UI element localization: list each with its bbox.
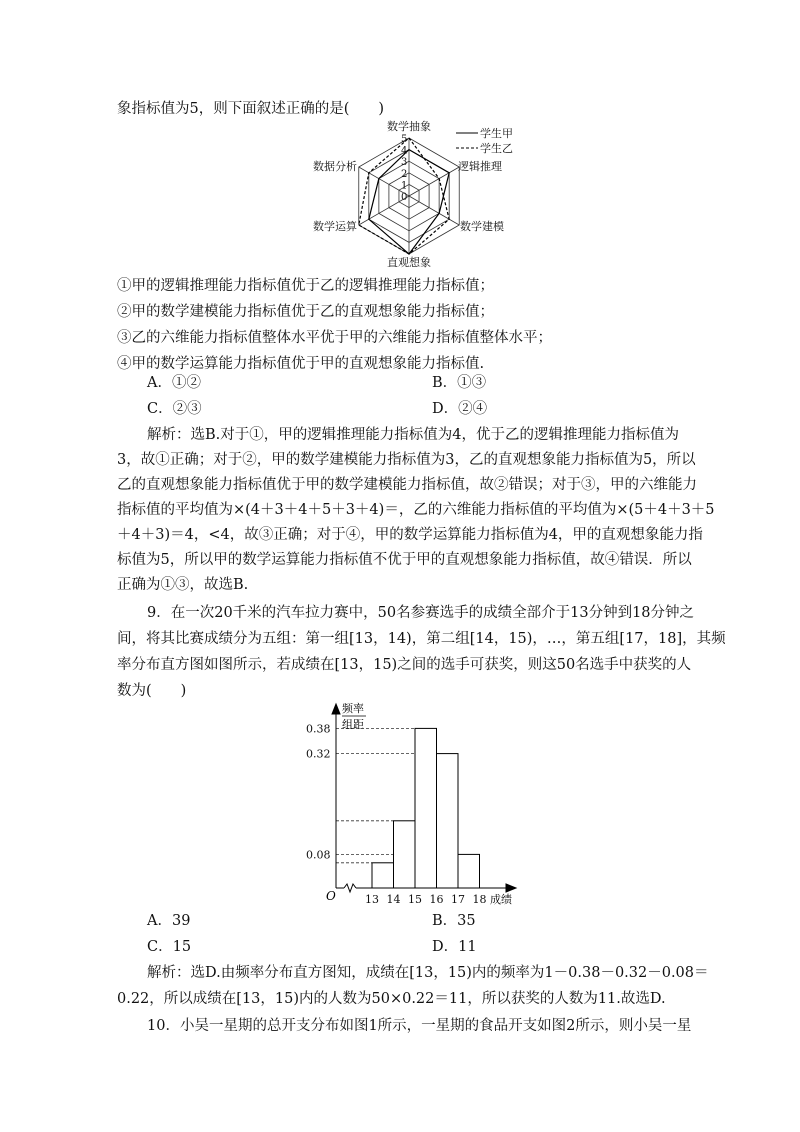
radar-scale-label: 0 [401, 192, 408, 203]
statement-3: ③乙的六维能力指标值整体水平优于甲的六维能力指标值整体水平； [117, 330, 552, 346]
q8-solution-line: 解析：选B.对于①，甲的逻辑推理能力指标值为4，优于乙的逻辑推理能力指标值为 [147, 427, 679, 443]
x-label: 成绩 [490, 893, 512, 906]
q9-text-line: 间，将其比赛成绩分为五组：第一组[13，14)，第二组[14，15)，…，第五组[17，18]，其频 [117, 631, 726, 647]
q9-text-line: 率分布直方图如图所示，若成绩在[13，15)之间的选手可获奖，则这50名选手中获奖的人 [117, 657, 692, 673]
radar-legend [456, 126, 513, 155]
y-label-bottom: 组距 [342, 718, 364, 731]
radar-scale-label: 5 [401, 134, 408, 145]
x-tick-label: 17 [451, 893, 465, 906]
q9-option-d: D．11 [432, 939, 477, 955]
axis-label-shuxueyunsuan: 数学运算 [313, 220, 357, 233]
statement-2: ②甲的数学建模能力指标值优于乙的直观想象能力指标值； [117, 304, 494, 320]
q9-text-line: 数为( ) [117, 683, 187, 699]
axis-label-zhiguanxiangxiang: 直观想象 [387, 256, 431, 269]
axis-label-shuxuechouxiang: 数学抽象 [387, 120, 431, 133]
axis-label-shujufenxi: 数据分析 [313, 160, 357, 173]
histogram-bar [372, 863, 394, 888]
histogram-bar [458, 854, 480, 888]
axis-label-luojituili: 逻辑推理 [458, 160, 502, 173]
y-tick-label: 0.38 [306, 722, 331, 736]
x-tick-label: 18 [472, 893, 487, 906]
q8-solution-line: 乙的直观想象能力指标值优于甲的数学建模能力指标值，故②错误；对于③，甲的六维能力 [117, 477, 697, 493]
x-tick-label: 14 [386, 893, 401, 906]
legend-yi: 学生乙 [480, 142, 513, 155]
histogram-bar [394, 821, 416, 888]
histogram-bar [437, 754, 459, 888]
q9-option-b: B．35 [432, 913, 476, 929]
histogram-chart [300, 700, 530, 908]
q9-option-a: A．39 [147, 913, 191, 929]
q8-solution-line: ＋4＋3)＝4，<4，故③正确；对于④，甲的数学运算能力指标值为4，甲的直观想象能力指 [117, 527, 703, 543]
q9-solution-line: 解析：选D.由频率分布直方图知，成绩在[13，15)内的频率为1－0.38－0.32－0.08＝ [147, 965, 709, 981]
origin-label: O [326, 889, 336, 903]
q8-option-a: A．①② [147, 375, 201, 391]
statement-1: ①甲的逻辑推理能力指标值优于乙的逻辑推理能力指标值； [117, 278, 494, 294]
q8-solution-line: 3，故①正确；对于②，甲的数学建模能力指标值为3，乙的直观想象能力指标值为5，所以 [117, 452, 696, 468]
q9-text-line: 9．在一次20千米的汽车拉力赛中，50名参赛选手的成绩全部介于13分钟到18分钟之 [147, 605, 695, 621]
statement-4: ④甲的数学运算能力指标值优于甲的直观想象能力指标值. [117, 356, 485, 372]
q8-option-d: D．②④ [432, 401, 488, 417]
radar-scale-label: 1 [401, 180, 408, 192]
y-tick-label: 0.32 [306, 747, 331, 761]
y-tick-label: 0.08 [306, 848, 331, 862]
axis-label-shuxuejianmo: 数学建模 [460, 220, 504, 233]
q9-option-c: C．15 [147, 939, 192, 955]
radar-scale-label: 2 [401, 168, 408, 180]
radar-chart [300, 118, 560, 270]
q8-option-b: B．①③ [432, 375, 487, 391]
q10-text: 10．小吴一星期的总开支分布如图1所示，一星期的食品开支如图2所示，则小吴一星 [147, 1018, 692, 1034]
x-tick-label: 13 [365, 893, 379, 906]
x-tick-label: 15 [408, 893, 422, 906]
histogram-bar [415, 728, 437, 888]
q8-solution-line: 指标值的平均值为×(4＋3＋4＋5＋3＋4)＝，乙的六维能力指标值的平均值为×(5＋4＋3＋5 [117, 502, 715, 518]
q8-solution-line: 正确为①③，故选B. [117, 577, 249, 593]
question-intro: 象指标值为5，则下面叙述正确的是( ) [117, 101, 385, 117]
y-label-top: 频率 [342, 702, 364, 715]
q9-solution-line: 0.22，所以成绩在[13，15)内的人数为50×0.22＝11，所以获奖的人数为11.故选D. [117, 991, 666, 1007]
x-tick-label: 16 [429, 893, 444, 906]
radar-scale-label: 4 [401, 145, 408, 157]
q8-solution-line: 标值为5，所以甲的数学运算能力指标值不优于甲的直观想象能力指标值，故④错误．所以 [117, 552, 692, 568]
legend-jia: 学生甲 [480, 127, 513, 140]
q8-option-c: C．②③ [147, 401, 202, 417]
radar-scale-label: 3 [401, 157, 408, 169]
